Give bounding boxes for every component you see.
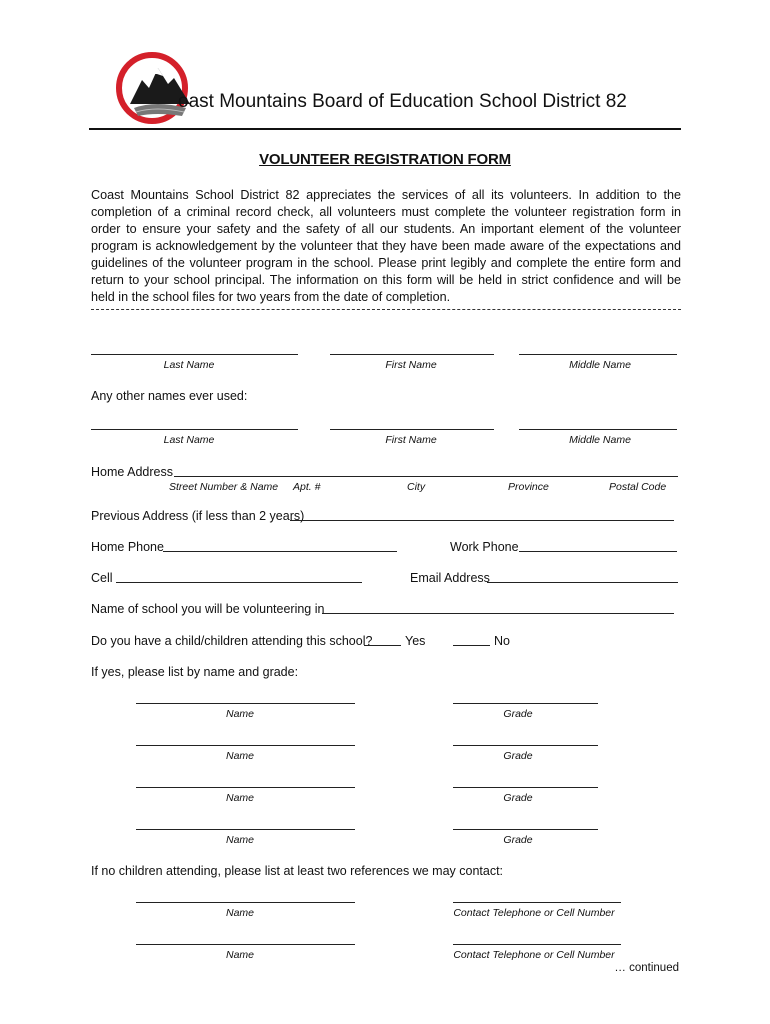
home-phone-label: Home Phone — [91, 540, 164, 554]
reference-2-name-field[interactable] — [136, 944, 355, 945]
first-name-field[interactable] — [330, 354, 494, 355]
child-2-name-caption: Name — [225, 750, 255, 762]
children-question: Do you have a child/children attending this school? — [91, 634, 373, 648]
district-logo — [116, 50, 202, 126]
reference-1-phone-caption: Contact Telephone or Cell Number — [453, 907, 615, 919]
email-label: Email Address — [410, 571, 490, 585]
child-2-grade-caption: Grade — [503, 750, 533, 762]
other-first-name-field[interactable] — [330, 429, 494, 430]
reference-2-phone-field[interactable] — [453, 944, 621, 945]
header-divider — [89, 128, 681, 130]
last-name-field[interactable] — [91, 354, 298, 355]
yes-blank[interactable] — [364, 645, 401, 646]
child-3-name-field[interactable] — [136, 787, 355, 788]
street-caption: Street Number & Name — [169, 481, 279, 493]
child-4-grade-field[interactable] — [453, 829, 598, 830]
intro-paragraph: Coast Mountains School District 82 appreciates the services of all its volunteers. In addition to the completion of a criminal record check, all volunteers must complete the volunteer registration form in order to ensure your safety and the safety of all our students. An important element of the volunteer program is acknowledgement by the volunteer that they have been made aware of the expectations and guidelines of the volunteer program in the school. Please print legibly and complete the entire form and return to your school principal. The information on this form will be held in strict confidence and will be held in the school files for two years from the date of completion. — [91, 188, 681, 304]
children-list-prompt: If yes, please list by name and grade: — [91, 665, 299, 679]
yes-label: Yes — [405, 634, 426, 648]
dashed-divider — [91, 309, 681, 311]
child-1-grade-caption: Grade — [503, 708, 533, 720]
child-3-name-caption: Name — [225, 792, 255, 804]
child-3-grade-caption: Grade — [503, 792, 533, 804]
postal-caption: Postal Code — [609, 481, 667, 493]
middle-name-field[interactable] — [519, 354, 677, 355]
reference-1-phone-field[interactable] — [453, 902, 621, 903]
other-names-label: Any other names ever used: — [91, 389, 248, 403]
other-last-name-caption: Last Name — [163, 434, 215, 446]
home-phone-field[interactable] — [163, 551, 397, 552]
apt-caption: Apt. # — [293, 481, 321, 493]
reference-1-name-field[interactable] — [136, 902, 355, 903]
reference-2-phone-caption: Contact Telephone or Cell Number — [453, 949, 615, 961]
previous-address-label: Previous Address (if less than 2 years) — [91, 509, 305, 523]
home-address-label: Home Address — [91, 465, 173, 479]
child-3-grade-field[interactable] — [453, 787, 598, 788]
last-name-caption: Last Name — [163, 359, 215, 371]
continued-note: … continued — [614, 962, 679, 974]
no-blank[interactable] — [453, 645, 490, 646]
form-title: VOLUNTEER REGISTRATION FORM — [259, 151, 511, 168]
other-last-name-field[interactable] — [91, 429, 298, 430]
work-phone-field[interactable] — [519, 551, 677, 552]
child-1-name-caption: Name — [225, 708, 255, 720]
city-caption: City — [407, 481, 426, 493]
other-middle-name-caption: Middle Name — [569, 434, 631, 446]
cell-field[interactable] — [116, 582, 362, 583]
previous-address-field[interactable] — [290, 520, 674, 521]
no-label: No — [494, 634, 510, 648]
home-address-field[interactable] — [174, 476, 678, 477]
child-2-name-field[interactable] — [136, 745, 355, 746]
other-middle-name-field[interactable] — [519, 429, 677, 430]
province-caption: Province — [508, 481, 549, 493]
reference-1-name-caption: Name — [225, 907, 255, 919]
child-1-grade-field[interactable] — [453, 703, 598, 704]
cell-label: Cell — [91, 571, 113, 585]
child-2-grade-field[interactable] — [453, 745, 598, 746]
district-name: oast Mountains Board of Education School District 82 — [178, 91, 627, 112]
school-label: Name of school you will be volunteering in — [91, 602, 325, 616]
references-prompt: If no children attending, please list at least two references we may contact: — [91, 864, 504, 878]
reference-2-name-caption: Name — [225, 949, 255, 961]
child-4-name-caption: Name — [225, 834, 255, 846]
school-field[interactable] — [322, 613, 674, 614]
child-4-grade-caption: Grade — [503, 834, 533, 846]
first-name-caption: First Name — [385, 359, 437, 371]
child-4-name-field[interactable] — [136, 829, 355, 830]
work-phone-label: Work Phone — [450, 540, 519, 554]
other-first-name-caption: First Name — [385, 434, 437, 446]
email-field[interactable] — [487, 582, 678, 583]
child-1-name-field[interactable] — [136, 703, 355, 704]
middle-name-caption: Middle Name — [569, 359, 631, 371]
